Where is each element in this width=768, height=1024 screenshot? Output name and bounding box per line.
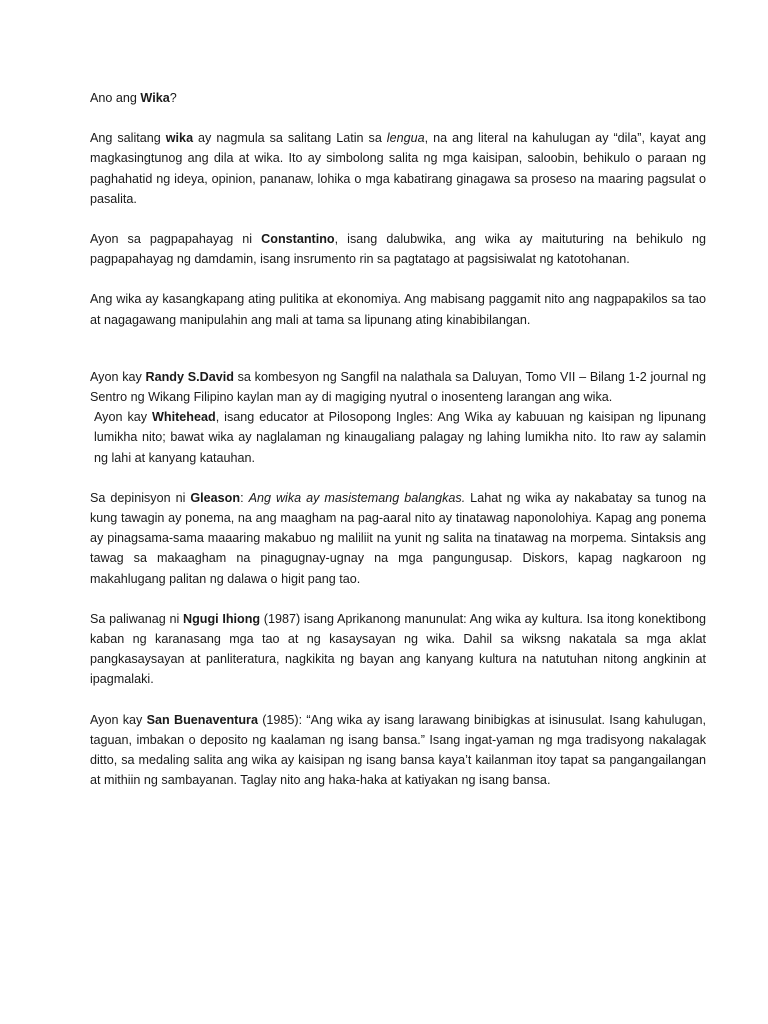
author-constantino: Constantino (261, 232, 335, 247)
author-ngugi: Ngugi Ihiong (182, 611, 261, 626)
paragraph-politics: Ang wika ay kasangkapang ating pulitika at ekonomiya. Ang mabisang paggamit nito ang nagpapakilos sa tao at nagagawang manipulahin ang mali at tama sa lipunang ating kinabibilangan. (90, 292, 706, 327)
paragraph-whitehead: Ayon kay Whitehead, isang educator at Pilosopong Ingles: Ang Wika ay kabuuan ng kaisipan ng lipunang lumikha nito; bawat wika ay naglalaman ng kinaugaliang palagay ng lahing lumikha nito. Ito raw ay salamin ng lahi at kanyang katauhan. (94, 410, 706, 465)
paragraph-david: Ayon kay Randy S.David sa kombesyon ng Sangfil na nalathala sa Daluyan, Tomo VII – Bilang 1-2 journal ng Sentro ng Wikang Filipino kaylan man ay di magiging nyutral o inosenteng larangan ang wika. (90, 369, 707, 405)
author-whitehead: Whitehead (152, 410, 216, 425)
title-keyword: Wika (140, 91, 170, 105)
paragraph-etymology: Ang salitang wika ay nagmula sa salitang Latin sa lengua, na ang literal na kahulugan ay “dila”, kayat ang magkasingtunog ang dila at wika. Ito ay simbolong salita ng mga kaisipan, saloobin, behikulo o paraan ng paghahatid ng ideya, opinion, pananaw, lohika o mga kabatirang ginagawa sa proseso na maaring pagsulat o pasalita. (90, 131, 706, 206)
definition-gleason: Ang wika ay masistemang balangkas. (248, 490, 466, 505)
author-david: Randy S.David (145, 369, 234, 384)
paragraph-san-buenaventura: Ayon kay San Buenaventura (1985): “Ang wika ay isang larawang binibigkas at isinusulat. Isang kahulugan, taguan, imbakan o deposito ng kaalaman ng isang bansa.” Isang ingat-yaman ng mga tradisyong nakalagak ditto, sa medaling salita ang wika ay kaisipan ng isang bansa kaya’t kailanman itoy tapat sa pangangailangan at mithiin ng sambayanan. Taglay nito ang haka-haka at katiyakan ng isang bansa. (90, 712, 706, 788)
paragraph-gleason: Sa depinisyon ni Gleason: Ang wika ay masistemang balangkas. Lahat ng wika ay nakabatay sa tunog na kung tawagin ay ponema, na ang maagham na pag-aaral nito ay tinatawag naponolohiya. Kapag ang ponema ay pinagsama-sama maaaring makabuo ng maliliit na yunit ng salita na tinatawag na morpema. Sintaksis ang tawag sa makaagham na pinagugnay-ugnay na mga pangungusap. Diskors, kapag nagkaroon ng makahlugang palitan ng dalawa o higit pang tao. (90, 490, 707, 586)
paragraph-ngugi: Sa paliwanag ni Ngugi Ihiong (1987) isang Aprikanong manunulat: Ang wika ay kultura. Isa itong konektibong kaban ng karanasang mga tao at ng kasaysayan ng wika. Dahil sa wiksng nakatala sa mga aklat pangkasaysayan at panliteratura, nagkikita ng bayan ang kanyang kultura na natutuhan nitong angkinin at ipagmalaki. (90, 611, 706, 687)
author-san-buenaventura: San Buenaventura (146, 712, 258, 727)
document-title: Ano ang Wika? (90, 91, 177, 105)
term-lengua: lengua (386, 131, 425, 146)
author-gleason: Gleason (190, 490, 241, 505)
keyword-wika: wika (165, 131, 194, 146)
paragraph-constantino: Ayon sa pagpapahayag ni Constantino, isang dalubwika, ang wika ay maituturing na behikulo ng pagpapahayag ng damdamin, isang insrumento rin sa pagtatago at pagsisiwalat ng katotohanan. (90, 232, 706, 267)
